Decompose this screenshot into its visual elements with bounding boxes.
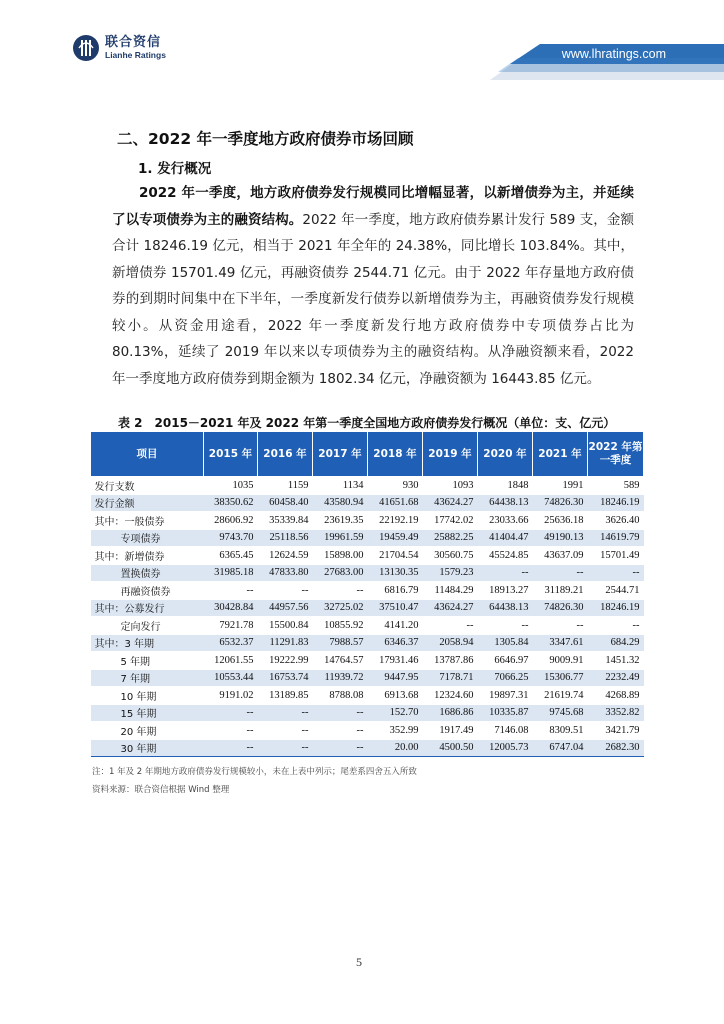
table-cell: 14764.57 xyxy=(313,652,368,670)
paragraph-bold-lead: 2022 年一季度，地方政府债券发行规模同比增幅显著，以新增债券为主，并延续了以专项债券为主的融资结构。 xyxy=(112,185,634,228)
table-cell: 64438.13 xyxy=(478,494,533,512)
table-cell: 9743.70 xyxy=(204,529,258,547)
table-cell: 13130.35 xyxy=(368,564,423,582)
table-source: 资料来源：联合资信根据 Wind 整理 xyxy=(92,785,230,795)
table-cell: 2232.49 xyxy=(588,669,644,687)
header-cell: 2020 年 xyxy=(478,432,533,477)
table-cell: 1848 xyxy=(478,477,533,495)
issuance-table xyxy=(90,431,644,757)
table-cell: 1579.23 xyxy=(423,564,478,582)
table-cell: 9745.68 xyxy=(533,704,588,722)
table-cell: 19222.99 xyxy=(258,652,313,670)
header-cell: 2016 年 xyxy=(258,432,313,477)
table-cell: 2682.30 xyxy=(588,739,644,757)
table-cell: 7146.08 xyxy=(478,722,533,740)
table-cell: 38350.62 xyxy=(204,494,258,512)
table-cell: 589 xyxy=(588,477,644,495)
table-row xyxy=(91,652,644,670)
table-cell: 49190.13 xyxy=(533,529,588,547)
section-title: 二、2022 年一季度地方政府债券市场回顾 xyxy=(117,130,414,148)
table-cell: 930 xyxy=(368,477,423,495)
table-cell: 10335.87 xyxy=(478,704,533,722)
table-cell: 27683.00 xyxy=(313,564,368,582)
table-cell: -- xyxy=(533,564,588,582)
table-cell: 8309.51 xyxy=(533,722,588,740)
table-cell: 12624.59 xyxy=(258,547,313,565)
table-cell: 1991 xyxy=(533,477,588,495)
table-cell: 152.70 xyxy=(368,704,423,722)
table-cell: 1917.49 xyxy=(423,722,478,740)
table-row xyxy=(91,512,644,530)
row-label: 5 年期 xyxy=(91,652,204,670)
row-label: 7 年期 xyxy=(91,669,204,687)
table-cell: 3347.61 xyxy=(533,634,588,652)
table-cell: -- xyxy=(204,704,258,722)
table-cell: 12324.60 xyxy=(423,687,478,705)
table-cell: 23033.66 xyxy=(478,512,533,530)
table-cell: 13189.85 xyxy=(258,687,313,705)
table-cell: 4500.50 xyxy=(423,739,478,757)
table-cell: 6913.68 xyxy=(368,687,423,705)
table-cell: 4268.89 xyxy=(588,687,644,705)
header-cell: 项目 xyxy=(91,432,204,477)
table-cell: 25636.18 xyxy=(533,512,588,530)
logo-english-name: Lianhe Ratings xyxy=(105,50,166,61)
table-cell: 15500.84 xyxy=(258,617,313,635)
table-cell: 3626.40 xyxy=(588,512,644,530)
row-label: 发行金额 xyxy=(91,494,204,512)
table-cell: 7921.78 xyxy=(204,617,258,635)
logo-chinese-name: 联合资信 xyxy=(105,35,162,51)
table-row xyxy=(91,739,644,757)
table-cell: 3421.79 xyxy=(588,722,644,740)
row-label: 20 年期 xyxy=(91,722,204,740)
table-cell: -- xyxy=(478,564,533,582)
table-cell: 10855.92 xyxy=(313,617,368,635)
table-cell: -- xyxy=(204,582,258,600)
table-cell: 41651.68 xyxy=(368,494,423,512)
table-cell: 6532.37 xyxy=(204,634,258,652)
table-cell: 28606.92 xyxy=(204,512,258,530)
table-cell: 9191.02 xyxy=(204,687,258,705)
table-cell: 31189.21 xyxy=(533,582,588,600)
table-row xyxy=(91,529,644,547)
table-cell: 15701.49 xyxy=(588,547,644,565)
row-label: 专项债券 xyxy=(91,529,204,547)
table-cell: 32725.02 xyxy=(313,599,368,617)
header-cell: 2015 年 xyxy=(204,432,258,477)
sub-title: 1. 发行概况 xyxy=(138,161,212,177)
paragraph-text: 2022 年一季度，地方政府债券累计发行 589 支，金额合计 18246.19 亿元，相当于 2021 年全年的 24.38%，同比增长 103.84%。其中，新增债券 15701.49 亿元，再融资债券 2544.71 亿元。由于 2022 年存量地方政府债券的到期时间集中在下半年，一季度新发行债券以新增债券为主，再融资债券发行规模较小。从资金用途看，2022 年一季度新发行地方政府债券中专项债券占比为 80.13%，延续了 2019 年以来以专项债券为主的融资结构。从净融资额来看，2022 年一季度地方政府债券到期金额为 1802.34 亿元，净融资额为 16443.85 亿元。 xyxy=(112,211,635,387)
table-cell: 6365.45 xyxy=(204,547,258,565)
table-cell: 18246.19 xyxy=(588,599,644,617)
header-cell: 2018 年 xyxy=(368,432,423,477)
table-cell: 45524.85 xyxy=(478,547,533,565)
table-cell: -- xyxy=(258,739,313,757)
body-paragraph xyxy=(112,180,634,392)
table-cell: 684.29 xyxy=(588,634,644,652)
table-note: 注：1 年及 2 年期地方政府债券发行规模较小，未在上表中列示；尾差系四舍五入所致 xyxy=(92,767,417,777)
table-cell: 11291.83 xyxy=(258,634,313,652)
row-label: 10 年期 xyxy=(91,687,204,705)
table-cell: 31985.18 xyxy=(204,564,258,582)
table-cell: 17931.46 xyxy=(368,652,423,670)
table-body xyxy=(91,477,644,757)
table-cell: -- xyxy=(588,564,644,582)
table-cell: 6747.04 xyxy=(533,739,588,757)
table-cell: 15306.77 xyxy=(533,669,588,687)
table-row xyxy=(91,564,644,582)
table-row xyxy=(91,722,644,740)
row-label: 定向发行 xyxy=(91,617,204,635)
table-cell: -- xyxy=(258,722,313,740)
company-logo xyxy=(72,34,166,62)
table-row xyxy=(91,599,644,617)
table-cell: 9009.91 xyxy=(533,652,588,670)
table-cell: 7988.57 xyxy=(313,634,368,652)
table-cell: 1035 xyxy=(204,477,258,495)
row-label: 30 年期 xyxy=(91,739,204,757)
table-cell: 2058.94 xyxy=(423,634,478,652)
table-caption: 表 2 2015－2021 年及 2022 年第一季度全国地方政府债券发行概况（单位：支、亿元） xyxy=(118,416,616,430)
website-url[interactable]: www.lhratings.com xyxy=(561,47,666,61)
table-row xyxy=(91,687,644,705)
lianhe-logo-icon xyxy=(72,34,100,62)
page-number: 5 xyxy=(356,955,362,969)
table-cell: 7178.71 xyxy=(423,669,478,687)
header-cell: 2022 年第一季度 xyxy=(588,432,644,477)
table-cell: 1159 xyxy=(258,477,313,495)
table-cell: 16753.74 xyxy=(258,669,313,687)
table-cell: 11484.29 xyxy=(423,582,478,600)
table-cell: 25882.25 xyxy=(423,529,478,547)
table-row xyxy=(91,704,644,722)
row-label: 15 年期 xyxy=(91,704,204,722)
table-cell: 23619.35 xyxy=(313,512,368,530)
row-label: 其中：3 年期 xyxy=(91,634,204,652)
table-cell: 43637.09 xyxy=(533,547,588,565)
table-header-row xyxy=(91,432,644,477)
table-cell: 47833.80 xyxy=(258,564,313,582)
table-cell: 43580.94 xyxy=(313,494,368,512)
table-cell: -- xyxy=(313,739,368,757)
table-cell: 1451.32 xyxy=(588,652,644,670)
table-cell: 30428.84 xyxy=(204,599,258,617)
table-cell: -- xyxy=(588,617,644,635)
table-cell: 74826.30 xyxy=(533,494,588,512)
table-cell: 9447.95 xyxy=(368,669,423,687)
table-cell: 6646.97 xyxy=(478,652,533,670)
row-label: 再融资债券 xyxy=(91,582,204,600)
table-cell: -- xyxy=(313,582,368,600)
table-cell: 21704.54 xyxy=(368,547,423,565)
table-cell: 7066.25 xyxy=(478,669,533,687)
table-cell: -- xyxy=(204,722,258,740)
table-cell: 15898.00 xyxy=(313,547,368,565)
table-cell: -- xyxy=(313,722,368,740)
table-cell: 4141.20 xyxy=(368,617,423,635)
table-cell: 10553.44 xyxy=(204,669,258,687)
table-cell: -- xyxy=(258,582,313,600)
table-row xyxy=(91,617,644,635)
table-cell: 18246.19 xyxy=(588,494,644,512)
table-cell: 37510.47 xyxy=(368,599,423,617)
table-cell: 30560.75 xyxy=(423,547,478,565)
table-row xyxy=(91,547,644,565)
table-cell: 19897.31 xyxy=(478,687,533,705)
table-cell: 12005.73 xyxy=(478,739,533,757)
row-label: 其中：一般债券 xyxy=(91,512,204,530)
table-cell: 18913.27 xyxy=(478,582,533,600)
table-cell: 352.99 xyxy=(368,722,423,740)
table-cell: 74826.30 xyxy=(533,599,588,617)
table-cell: 64438.13 xyxy=(478,599,533,617)
table-cell: 14619.79 xyxy=(588,529,644,547)
table-cell: 1305.84 xyxy=(478,634,533,652)
table-cell: 19961.59 xyxy=(313,529,368,547)
table-row xyxy=(91,582,644,600)
table-cell: 60458.40 xyxy=(258,494,313,512)
table-cell: -- xyxy=(423,617,478,635)
table-cell: 6816.79 xyxy=(368,582,423,600)
table-cell: 21619.74 xyxy=(533,687,588,705)
table-row xyxy=(91,669,644,687)
table-cell: 43624.27 xyxy=(423,494,478,512)
table-cell: 44957.56 xyxy=(258,599,313,617)
table-cell: -- xyxy=(204,739,258,757)
table-cell: 1134 xyxy=(313,477,368,495)
table-cell: -- xyxy=(313,704,368,722)
header-cell: 2021 年 xyxy=(533,432,588,477)
table-cell: 17742.02 xyxy=(423,512,478,530)
table-cell: -- xyxy=(478,617,533,635)
table-cell: 12061.55 xyxy=(204,652,258,670)
table-cell: 8788.08 xyxy=(313,687,368,705)
header-cell: 2019 年 xyxy=(423,432,478,477)
table-row xyxy=(91,477,644,495)
table-cell: 13787.86 xyxy=(423,652,478,670)
row-label: 发行支数 xyxy=(91,477,204,495)
table-row xyxy=(91,634,644,652)
table-cell: -- xyxy=(533,617,588,635)
table-cell: 11939.72 xyxy=(313,669,368,687)
table-cell: -- xyxy=(258,704,313,722)
table-cell: 22192.19 xyxy=(368,512,423,530)
table-cell: 20.00 xyxy=(368,739,423,757)
table-row xyxy=(91,494,644,512)
row-label: 其中：公募发行 xyxy=(91,599,204,617)
table-cell: 43624.27 xyxy=(423,599,478,617)
table-cell: 19459.49 xyxy=(368,529,423,547)
table-cell: 41404.47 xyxy=(478,529,533,547)
table-cell: 3352.82 xyxy=(588,704,644,722)
table-cell: 6346.37 xyxy=(368,634,423,652)
table-cell: 25118.56 xyxy=(258,529,313,547)
table-cell: 2544.71 xyxy=(588,582,644,600)
header-cell: 2017 年 xyxy=(313,432,368,477)
table-cell: 1093 xyxy=(423,477,478,495)
table-cell: 35339.84 xyxy=(258,512,313,530)
table-cell: 1686.86 xyxy=(423,704,478,722)
row-label: 置换债券 xyxy=(91,564,204,582)
row-label: 其中：新增债券 xyxy=(91,547,204,565)
